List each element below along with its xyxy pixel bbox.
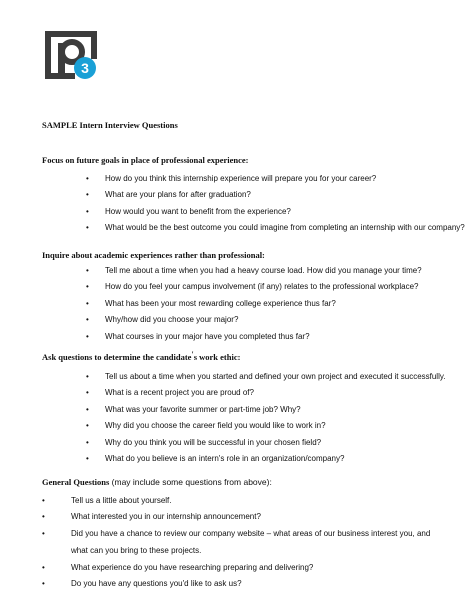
bullet-icon: • [86, 372, 89, 381]
logo-frame-bottom [45, 73, 75, 79]
logo-frame-right [91, 31, 97, 59]
bullet-icon: • [86, 388, 89, 398]
bullet-icon: • [86, 404, 89, 414]
bullet-icon: • [86, 298, 89, 308]
bullet-icon: • [42, 528, 45, 538]
section-heading-academic: Inquire about academic experiences rather than professional: [42, 250, 265, 260]
p3-logo [45, 31, 97, 79]
bullet-icon: • [86, 453, 89, 463]
bullet-icon: • [86, 190, 89, 200]
document-title: SAMPLE Intern Interview Questions [42, 120, 178, 130]
bullet-icon: • [42, 496, 45, 505]
bullet-icon: • [42, 579, 45, 589]
bullet-icon: • [86, 282, 89, 292]
bullet-icon: • [86, 223, 89, 233]
bullet-icon: • [86, 206, 89, 216]
bullet-icon: • [86, 266, 89, 275]
section-heading-future-goals: Focus on future goals in place of professional experience: [42, 155, 249, 165]
bullet-icon: • [86, 331, 89, 341]
logo-frame-left [45, 31, 51, 79]
bullet-icon: • [86, 174, 89, 183]
bullet-icon: • [86, 437, 89, 447]
section-heading-general: General Questions (may include some questions from above): [42, 477, 272, 487]
document-page: 3 SAMPLE Intern Interview Questions Focus on future goals in place of professional experience: • How do you think this internship experience will prepare you for your career? • What are your plans for after graduation? • How would you want to benefit from the experience? • What would be the best outcome you could imagine from completing an internship with our company? Inquire about academic experiences rather than professional: • Tell me about a time when you had a heavy course load. How did you manage your time? • How do you feel your campus involvement (if any) relates to the professional workplace? • What has been your most rewarding college experience thus far? • Why/how did you choose your major? • What courses in your major have you completed thus far? Ask questions to determine the candidate's work ethic: • Tell us about a time when you started and defined your own project and executed it successfully. • What is a recent project you are proud of? • What was your favorite summer or part-time job? Why? • Why did you choose the career field you would like to work in? • Why do you think you will be successful in your chosen field? • What do you believe is an intern's role in an organization/company? General Questions (may include some questions from above): • Tell us a little about yourself. • What interested you in our internship announcement? • Did you have a chance to review our company website – what areas of our business interest you, and what can you bring to these projects. • What experience do you have researching preparing and delivering? • Do you have any questions you'd like to ask us? [0, 0, 474, 612]
bullet-icon: • [86, 421, 89, 431]
bullet-icon: • [42, 562, 45, 572]
bullet-icon: • [42, 512, 45, 522]
logo-badge-number: 3 [81, 60, 89, 76]
bullet-icon: • [86, 315, 89, 325]
logo-frame-top [45, 31, 97, 37]
section-heading-work-ethic: Ask questions to determine the candidate's work ethic: [42, 350, 241, 362]
